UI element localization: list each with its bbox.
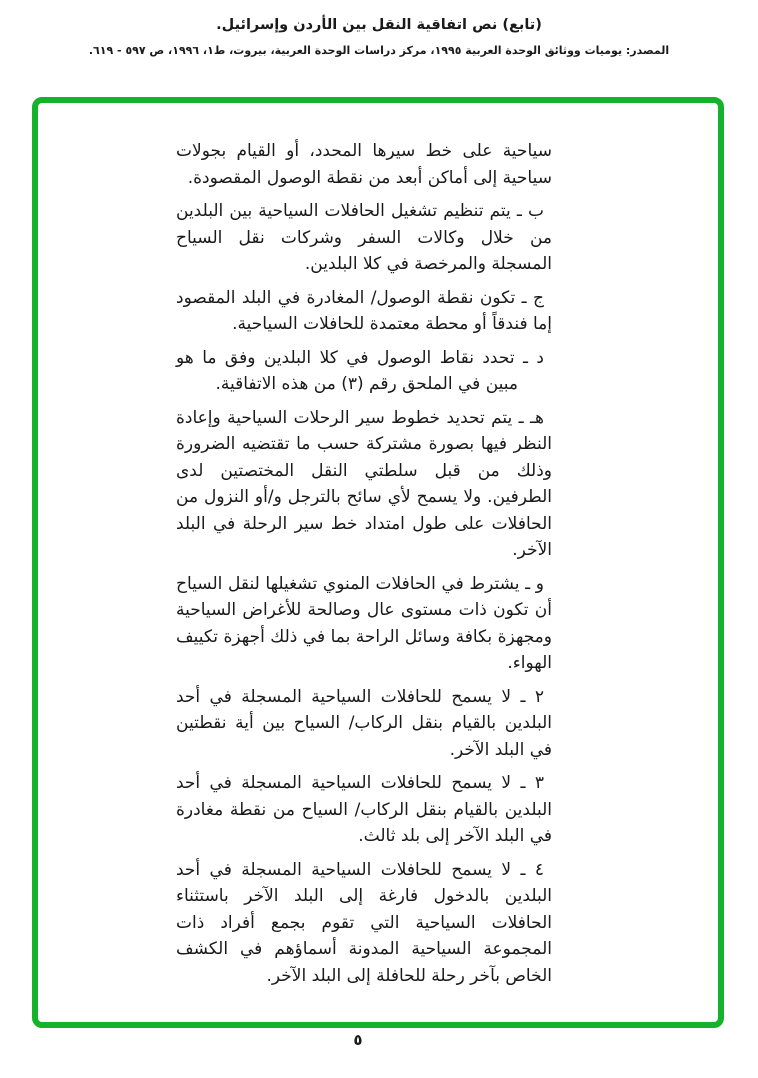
body-text-column: [176, 138, 552, 996]
paragraph-item-b: ب ـ يتم تنظيم تشغيل الحافلات السياحية بين البلدين من خلال وكالات السفر وشركات نقل السياح المسجلة والمرخصة في كلا البلدين.: [176, 201, 552, 274]
page-number: ٥: [353, 1031, 363, 1049]
header-title: (تابع) نص اتفاقية النقل بين الأردن وإسرائيل.: [216, 17, 542, 33]
document-header: [0, 14, 758, 57]
paragraph-item-3: ٣ ـ لا يسمح للحافلات السياحية المسجلة في أحد البلدين بالقيام بنقل الركاب/ السياح من نقطة مغادرة في البلد الآخر إلى بلد ثالث.: [176, 773, 552, 846]
paragraph-item-4: ٤ ـ لا يسمح للحافلات السياحية المسجلة في أحد البلدين بالدخول فارغة إلى البلد الآخر باستثناء الحافلات السياحية التي تقوم بجمع أفراد ذات المجموعة السياحية المدونة أسماؤهم في الكشف الخاص بآخر رحلة للحافلة إلى البلد الآخر.: [176, 859, 552, 986]
paragraph-item-j: ج ـ تكون نقطة الوصول/ المغادرة في البلد المقصود إما فندقاً أو محطة معتمدة للحافلات السياحية.: [176, 287, 552, 334]
paragraph-continuation: سياحية على خط سيرها المحدد، أو القيام بجولات سياحية إلى أماكن أبعد من نقطة الوصول المقصودة.: [176, 141, 552, 188]
paragraph-item-h: هـ ـ يتم تحديد خطوط سير الرحلات السياحية وإعادة النظر فيها بصورة مشتركة حسب ما تقتضيه الضرورة وذلك من قبل سلطتي النقل المختصتين لدى الطرفين. ولا يسمح لأي سائح بالترجل و/أو النزول من الحافلات على طول امتداد خط سير الرحلة في البلد الآخر.: [176, 407, 552, 560]
paragraph-item-d: د ـ تحدد نقاط الوصول في كلا البلدين وفق ما هو مبين في الملحق رقم (٣) من هذه الاتفاقية.: [176, 347, 544, 394]
header-source-citation: المصدر: يوميات ووثائق الوحدة العربية ١٩٩٥، مركز دراسات الوحدة العربية، بيروت، ط١، ١٩٩٦، ص ٥٩٧ - ٦١٩.: [88, 44, 670, 58]
paragraph-item-w: و ـ يشترط في الحافلات المنوي تشغيلها لنقل السياح أن تكون ذات مستوى عال وصالحة للأغراض السياحية ومجهزة بكافة وسائل الراحة بما في ذلك أجهزة تكييف الهواء.: [176, 573, 552, 673]
paragraph-item-2: ٢ ـ لا يسمح للحافلات السياحية المسجلة في أحد البلدين بالقيام بنقل الركاب/ السياح بين أية نقطتين في البلد الآخر.: [176, 686, 552, 760]
content-border-frame: [32, 97, 724, 1028]
